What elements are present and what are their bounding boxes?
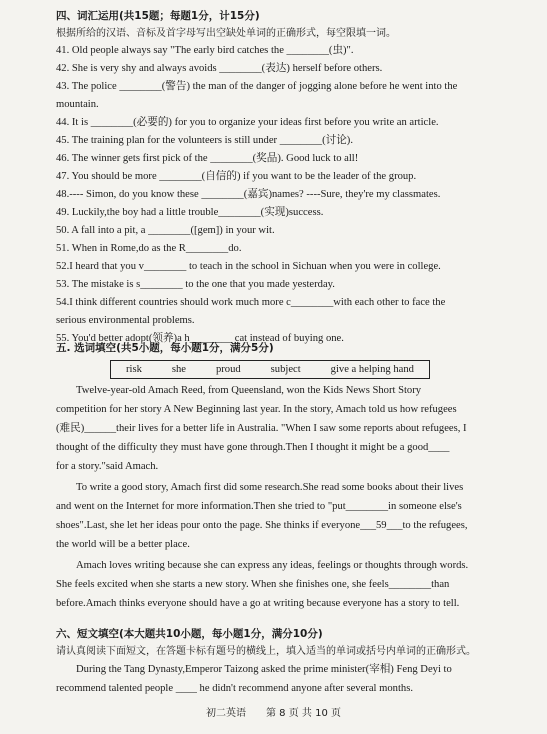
passage-line: Amach loves writing because she can express any ideas, feelings or thoughts through words.	[76, 560, 469, 571]
question-50: 50. A fall into a pit, a ________([gem]) in your wit.	[56, 225, 275, 236]
passage-line: Twelve-year-old Amach Reed, from Queensland, won the Kids News Short Story	[76, 385, 422, 396]
word-bank-item: give a helping hand	[330, 364, 414, 375]
word-bank-item: proud	[215, 364, 241, 375]
section6-instruction: 请认真阅读下面短文，在答题卡标有题号的横线上，填入适当的单词或括号内单词的正确形式。	[56, 646, 476, 657]
passage-line: for a story."said Amach.	[56, 461, 159, 472]
passage-line: thought of the difficulty they must have gone through.Then I thought it might be a good____	[56, 442, 450, 453]
question-53: 53. The mistake is s________ to the one that you made yesterday.	[56, 279, 335, 290]
question-46: 46. The winner gets first pick of the ________(奖品). Good luck to all!	[56, 153, 359, 164]
section5-title: 五. 选词填空(共5小题，每小题1分，满分5分)	[56, 342, 274, 354]
passage-line: competition for her story A New Beginning last year. In the story, Amach told us how refugees	[56, 404, 457, 415]
question-55: 55. You'd better adopt(领养)a h________ cat instead of buying one.	[56, 333, 344, 344]
section4-title: 四、词汇运用(共15题；每题1分，计15分)	[56, 10, 260, 22]
question-42: 42. She is very shy and always avoids ________(表达) herself before others.	[56, 63, 383, 74]
word-bank-item: subject	[270, 364, 301, 375]
passage-line: recommend talented people ____ he didn't recommend anyone after several months.	[56, 683, 413, 694]
section6-title: 六、短文填空(本大题共10小题，每小题1分，满分10分)	[56, 628, 323, 640]
question-43-cont: mountain.	[56, 99, 99, 110]
word-bank	[110, 360, 430, 379]
question-54: 54.I think different countries should work much more c________with each other to face the	[56, 297, 446, 308]
question-48: 48.---- Simon, do you know these ________(嘉宾)names? ----Sure, they're my classmates.	[56, 189, 441, 200]
question-43: 43. The police ________(警告) the man of the danger of jogging alone before he went into the	[56, 81, 458, 92]
question-52: 52.I heard that you v________ to teach in the school in Sichuan when you were in college.	[56, 261, 441, 272]
question-41: 41. Old people always say "The early bird catches the ________(虫)".	[56, 45, 354, 56]
passage-line: the world will be a better place.	[56, 539, 190, 550]
passage-line: shoes".Last, she let her ideas pour onto the page. She thinks if everyone___59___to the refugees,	[56, 520, 468, 531]
passage-line: and went on the Internet for more information.Then she tried to "put________in someone else's	[56, 501, 462, 512]
word-bank-item: risk	[125, 364, 142, 375]
passage-line: before.Amach thinks everyone should have a go at writing because everyone has a story to tell.	[56, 598, 460, 609]
section4-instruction: 根据所给的汉语、音标及首字母写出空缺处单词的正确形式，每空限填一词。	[56, 28, 396, 39]
passage-line: (难民)______their lives for a better life in Australia. "When I saw some reports about refugees, I	[56, 423, 467, 434]
question-47: 47. You should be more ________(自信的) if you want to be the leader of the group.	[56, 171, 417, 182]
question-45: 45. The training plan for the volunteers is still under ________(讨论).	[56, 135, 353, 146]
word-bank-item: she	[171, 364, 186, 375]
question-44: 44. It is ________(必要的) for you to organize your ideas first before you write an article.	[56, 117, 439, 128]
passage-line: During the Tang Dynasty,Emperor Taizong asked the prime minister(宰相) Feng Deyi to	[76, 664, 452, 675]
page-footer: 初二英语 第 8 页 共 10 页	[206, 708, 341, 719]
passage-line: She feels excited when she starts a new story. When she finishes one, she feels________than	[56, 579, 450, 590]
question-51: 51. When in Rome,do as the R________do.	[56, 243, 242, 254]
passage-line: To write a good story, Amach first did some research.She read some books about their lives	[76, 482, 464, 493]
question-54-cont: serious environmental problems.	[56, 315, 195, 326]
question-49: 49. Luckily,the boy had a little trouble________(实现)success.	[56, 207, 324, 218]
